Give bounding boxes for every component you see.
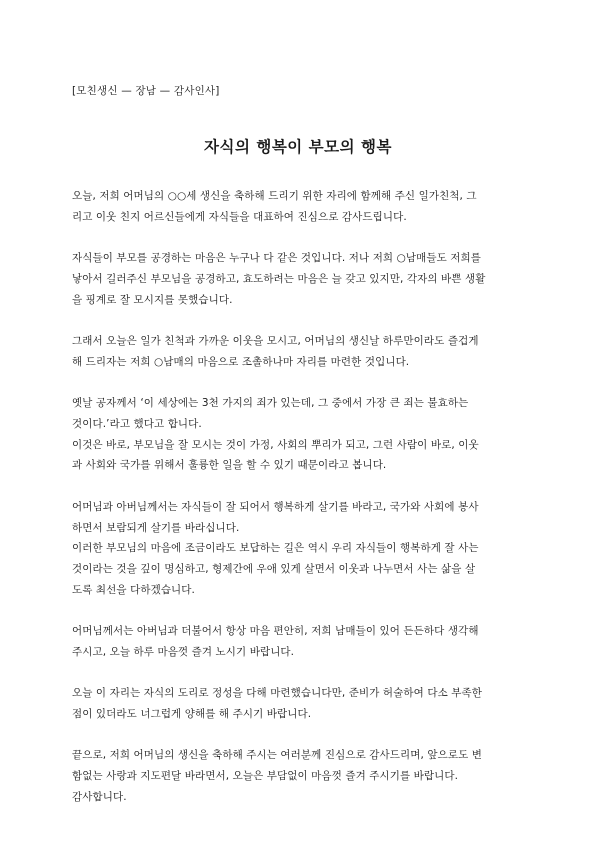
paragraph-apology bbox=[72, 683, 524, 725]
paragraph-greeting bbox=[72, 186, 524, 228]
text-line: 옛날 공자께서 ‘이 세상에는 3천 가지의 죄가 있는데, 그 중에서 가장 큰 죄는 불효하는 bbox=[72, 397, 469, 410]
paragraph-confucius bbox=[72, 393, 524, 476]
paragraph-occasion bbox=[72, 331, 524, 373]
text-line: 함없는 사랑과 지도편달 바라면서, 오늘은 부담없이 마음껏 즐겨 주시기를 바랍니다. bbox=[72, 770, 459, 783]
text-line: 것이라는 것을 깊이 명심하고, 형제간에 우애 있게 살면서 이웃과 나누면서 사는 삶을 살 bbox=[72, 563, 476, 576]
text-line: 오늘 이 자리는 자식의 도리로 정성을 다해 마련했습니다만, 준비가 허술하여 다소 부족한 bbox=[72, 687, 482, 700]
paragraph-respect bbox=[72, 248, 524, 310]
document-body bbox=[72, 186, 524, 808]
paragraph-parents-wish bbox=[72, 497, 524, 601]
text-line: 점이 있더라도 너그럽게 양해를 해 주시기 바랍니다. bbox=[72, 708, 312, 721]
paragraph-closing bbox=[72, 745, 524, 807]
text-line: 것이다.’라고 했다고 합니다. bbox=[72, 417, 202, 430]
document-title: 자식의 행복이 부모의 행복 bbox=[204, 138, 392, 156]
document-category-label: [모친생신 — 장남 — 감사인사] bbox=[72, 85, 220, 97]
text-line: 그래서 오늘은 일가 친척과 가까운 이웃을 모시고, 어머님의 생신날 하루만이라도 즐겁게 bbox=[72, 334, 479, 347]
text-line: 도록 최선을 다하겠습니다. bbox=[72, 583, 195, 596]
text-line: 낳아서 길러주신 부모님을 공경하고, 효도하려는 마음은 늘 갖고 있지만, 각자의 바쁜 생활 bbox=[72, 272, 486, 285]
text-line: 어머님께서는 아버님과 더불어서 항상 마음 편안히, 저희 남매들이 있어 든든하다 생각해 bbox=[72, 625, 479, 638]
text-line: 해 드리자는 저희 ○남매의 마음으로 조촐하나마 자리를 마련한 것입니다. bbox=[72, 355, 410, 368]
document-page bbox=[72, 84, 524, 808]
text-line: 이러한 부모님의 마음에 조금이라도 보답하는 길은 역시 우리 자식들이 행복하게 잘 사는 bbox=[72, 542, 479, 555]
text-line: 하면서 보람되게 살기를 바라십니다. bbox=[72, 521, 240, 534]
text-line: 을 핑계로 잘 모시지를 못했습니다. bbox=[72, 293, 233, 306]
text-line: 과 사회와 국가를 위해서 훌륭한 일을 할 수 있기 때문이라고 봅니다. bbox=[72, 459, 387, 472]
paragraph-blessing bbox=[72, 621, 524, 663]
text-line: 감사합니다. bbox=[72, 791, 127, 804]
text-line: 어머님과 아버님께서는 자식들이 잘 되어서 행복하게 살기를 바라고, 국가와 사회에 봉사 bbox=[72, 500, 479, 513]
text-line: 이것은 바로, 부모님을 잘 모시는 것이 가정, 사회의 뿌리가 되고, 그런 사람이 바로, 이웃 bbox=[72, 438, 479, 451]
text-line: 끝으로, 저희 어머님의 생신을 축하해 주시는 여러분께 진심으로 감사드리며, 앞으로도 변 bbox=[72, 749, 482, 762]
text-line: 리고 이웃 친지 어르신들에게 자식들을 대표하여 진심으로 감사드립니다. bbox=[72, 210, 407, 223]
text-line: 주시고, 오늘 하루 마음껏 즐겨 노시기 바랍니다. bbox=[72, 646, 295, 659]
text-line: 오늘, 저희 어머님의 ○○세 생신을 축하해 드리기 위한 자리에 함께해 주신 일가친척, 그 bbox=[72, 190, 477, 202]
text-line: 자식들이 부모를 공경하는 마음은 누구나 다 같은 것입니다. 저나 저희 ○남매들도 저희를 bbox=[72, 252, 482, 265]
